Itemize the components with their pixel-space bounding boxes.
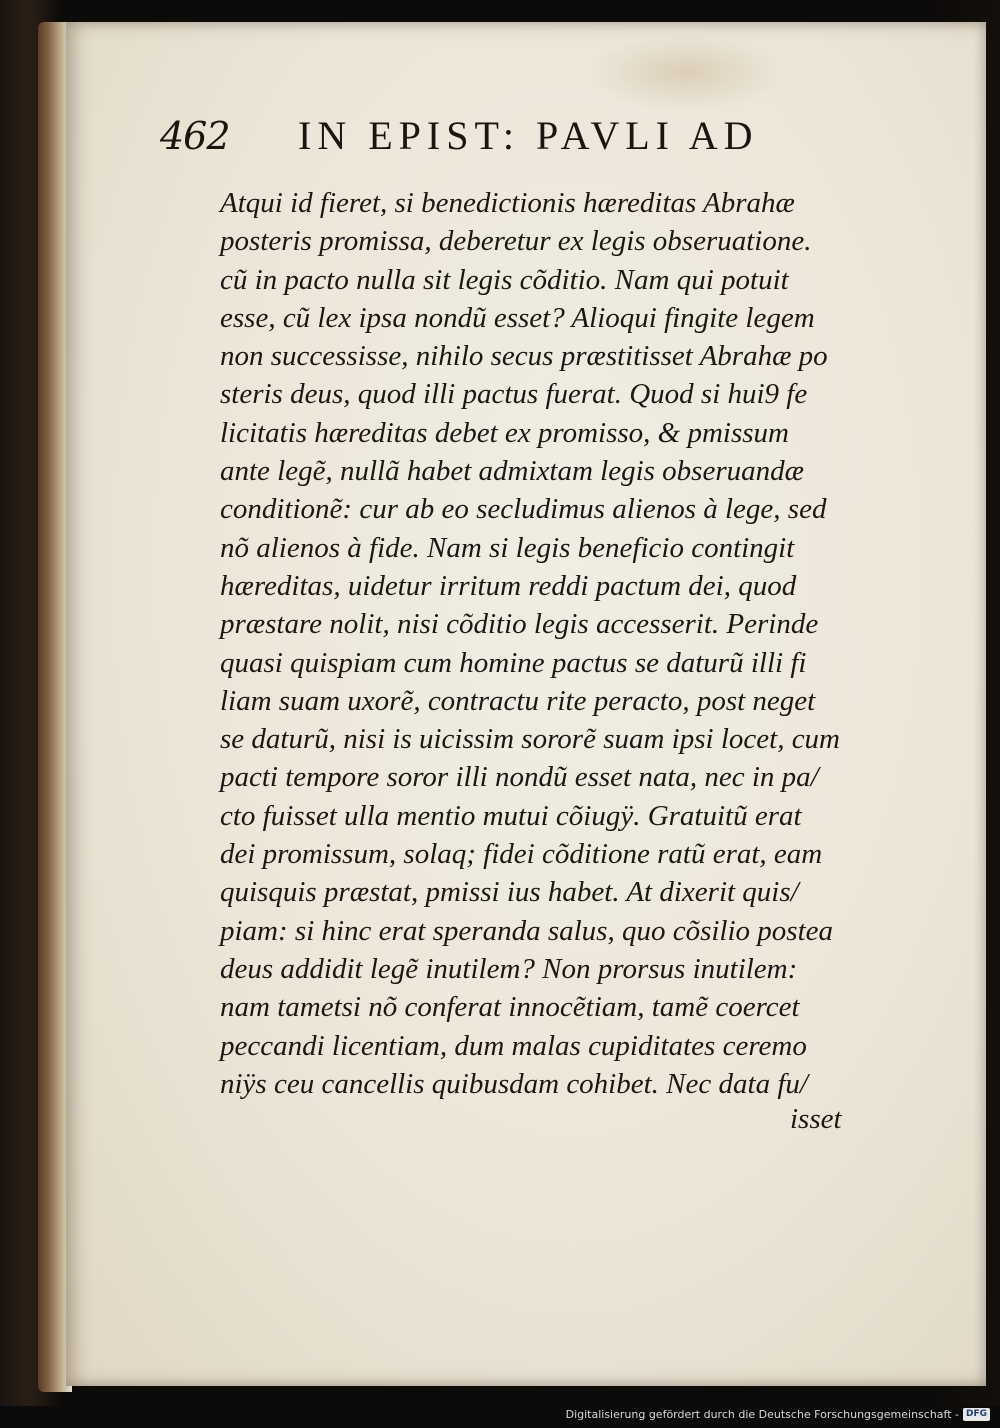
text-line: cto fuisset ulla mentio mutui cõiugÿ. Gratuitũ erat	[220, 799, 802, 832]
dfg-logo: DFG	[963, 1408, 990, 1421]
credit-text: Digitalisierung gefördert durch die Deutsche Forschungsgemeinschaft -	[565, 1408, 959, 1421]
text-line: conditionẽ: cur ab eo secludimus alienos à lege, sed	[220, 493, 827, 526]
text-line: se daturũ, nisi is uicissim sororẽ suam ipsi locet, cum	[220, 723, 841, 756]
text-line: non successisse, nihilo secus præstitisset Abrahæ po	[220, 340, 828, 373]
text-line: pacti tempore soror illi nondũ esset nata, nec in pa/	[220, 761, 819, 794]
text-line: ante legẽ, nullã habet admixtam legis obseruandæ	[220, 455, 804, 488]
text-line: Atqui id fieret, si benedictionis hæreditas Abrahæ	[220, 187, 795, 219]
text-line: nõ alienos à fide. Nam si legis beneficio contingit	[220, 531, 795, 564]
text-line: quisquis præstat, pmissi ius habet. At dixerit quis/	[220, 876, 799, 909]
page-number: 462	[160, 114, 230, 158]
text-line: posteris promissa, deberetur ex legis obseruatione.	[220, 225, 812, 258]
text-line: præstare nolit, nisi cõditio legis accesserit. Perinde	[220, 608, 819, 641]
body-text	[220, 184, 860, 1103]
footer-credit	[566, 1408, 990, 1421]
text-line: liam suam uxorẽ, contractu rite peracto, post neget	[220, 684, 816, 717]
text-line: piam: si hinc erat speranda salus, quo cõsilio postea	[220, 914, 834, 947]
running-title: IN EPIST: PAVLI AD	[298, 113, 759, 158]
text-line: steris deus, quod illi pactus fuerat. Quod si hui9 fe	[220, 378, 808, 411]
text-line: cũ in pacto nulla sit legis cõditio. Nam qui potuit	[220, 263, 789, 296]
text-line: quasi quispiam cum homine pactus se daturũ illi fi	[220, 646, 807, 679]
text-line: deus addidit legẽ inutilem? Non prorsus inutilem:	[220, 952, 798, 985]
text-line: hæreditas, uidetur irritum reddi pactum dei, quod	[220, 569, 797, 602]
text-line: niÿs ceu cancellis quibusdam cohibet. Nec data fu/	[220, 1067, 808, 1100]
catchword: isset	[790, 1103, 842, 1135]
text-line: nam tametsi nõ conferat innocẽtiam, tamẽ coercet	[220, 991, 800, 1024]
text-line: esse, cũ lex ipsa nondũ esset? Alioqui fingite legem	[220, 301, 815, 334]
text-line: peccandi licentiam, dum malas cupiditates ceremo	[220, 1029, 807, 1062]
text-line: licitatis hæreditas debet ex promisso, & pmissum	[220, 416, 789, 449]
paper-stain	[586, 32, 786, 112]
text-line: dei promissum, solaq; fidei cõditione ratũ erat, eam	[220, 838, 823, 871]
running-head	[160, 108, 860, 168]
